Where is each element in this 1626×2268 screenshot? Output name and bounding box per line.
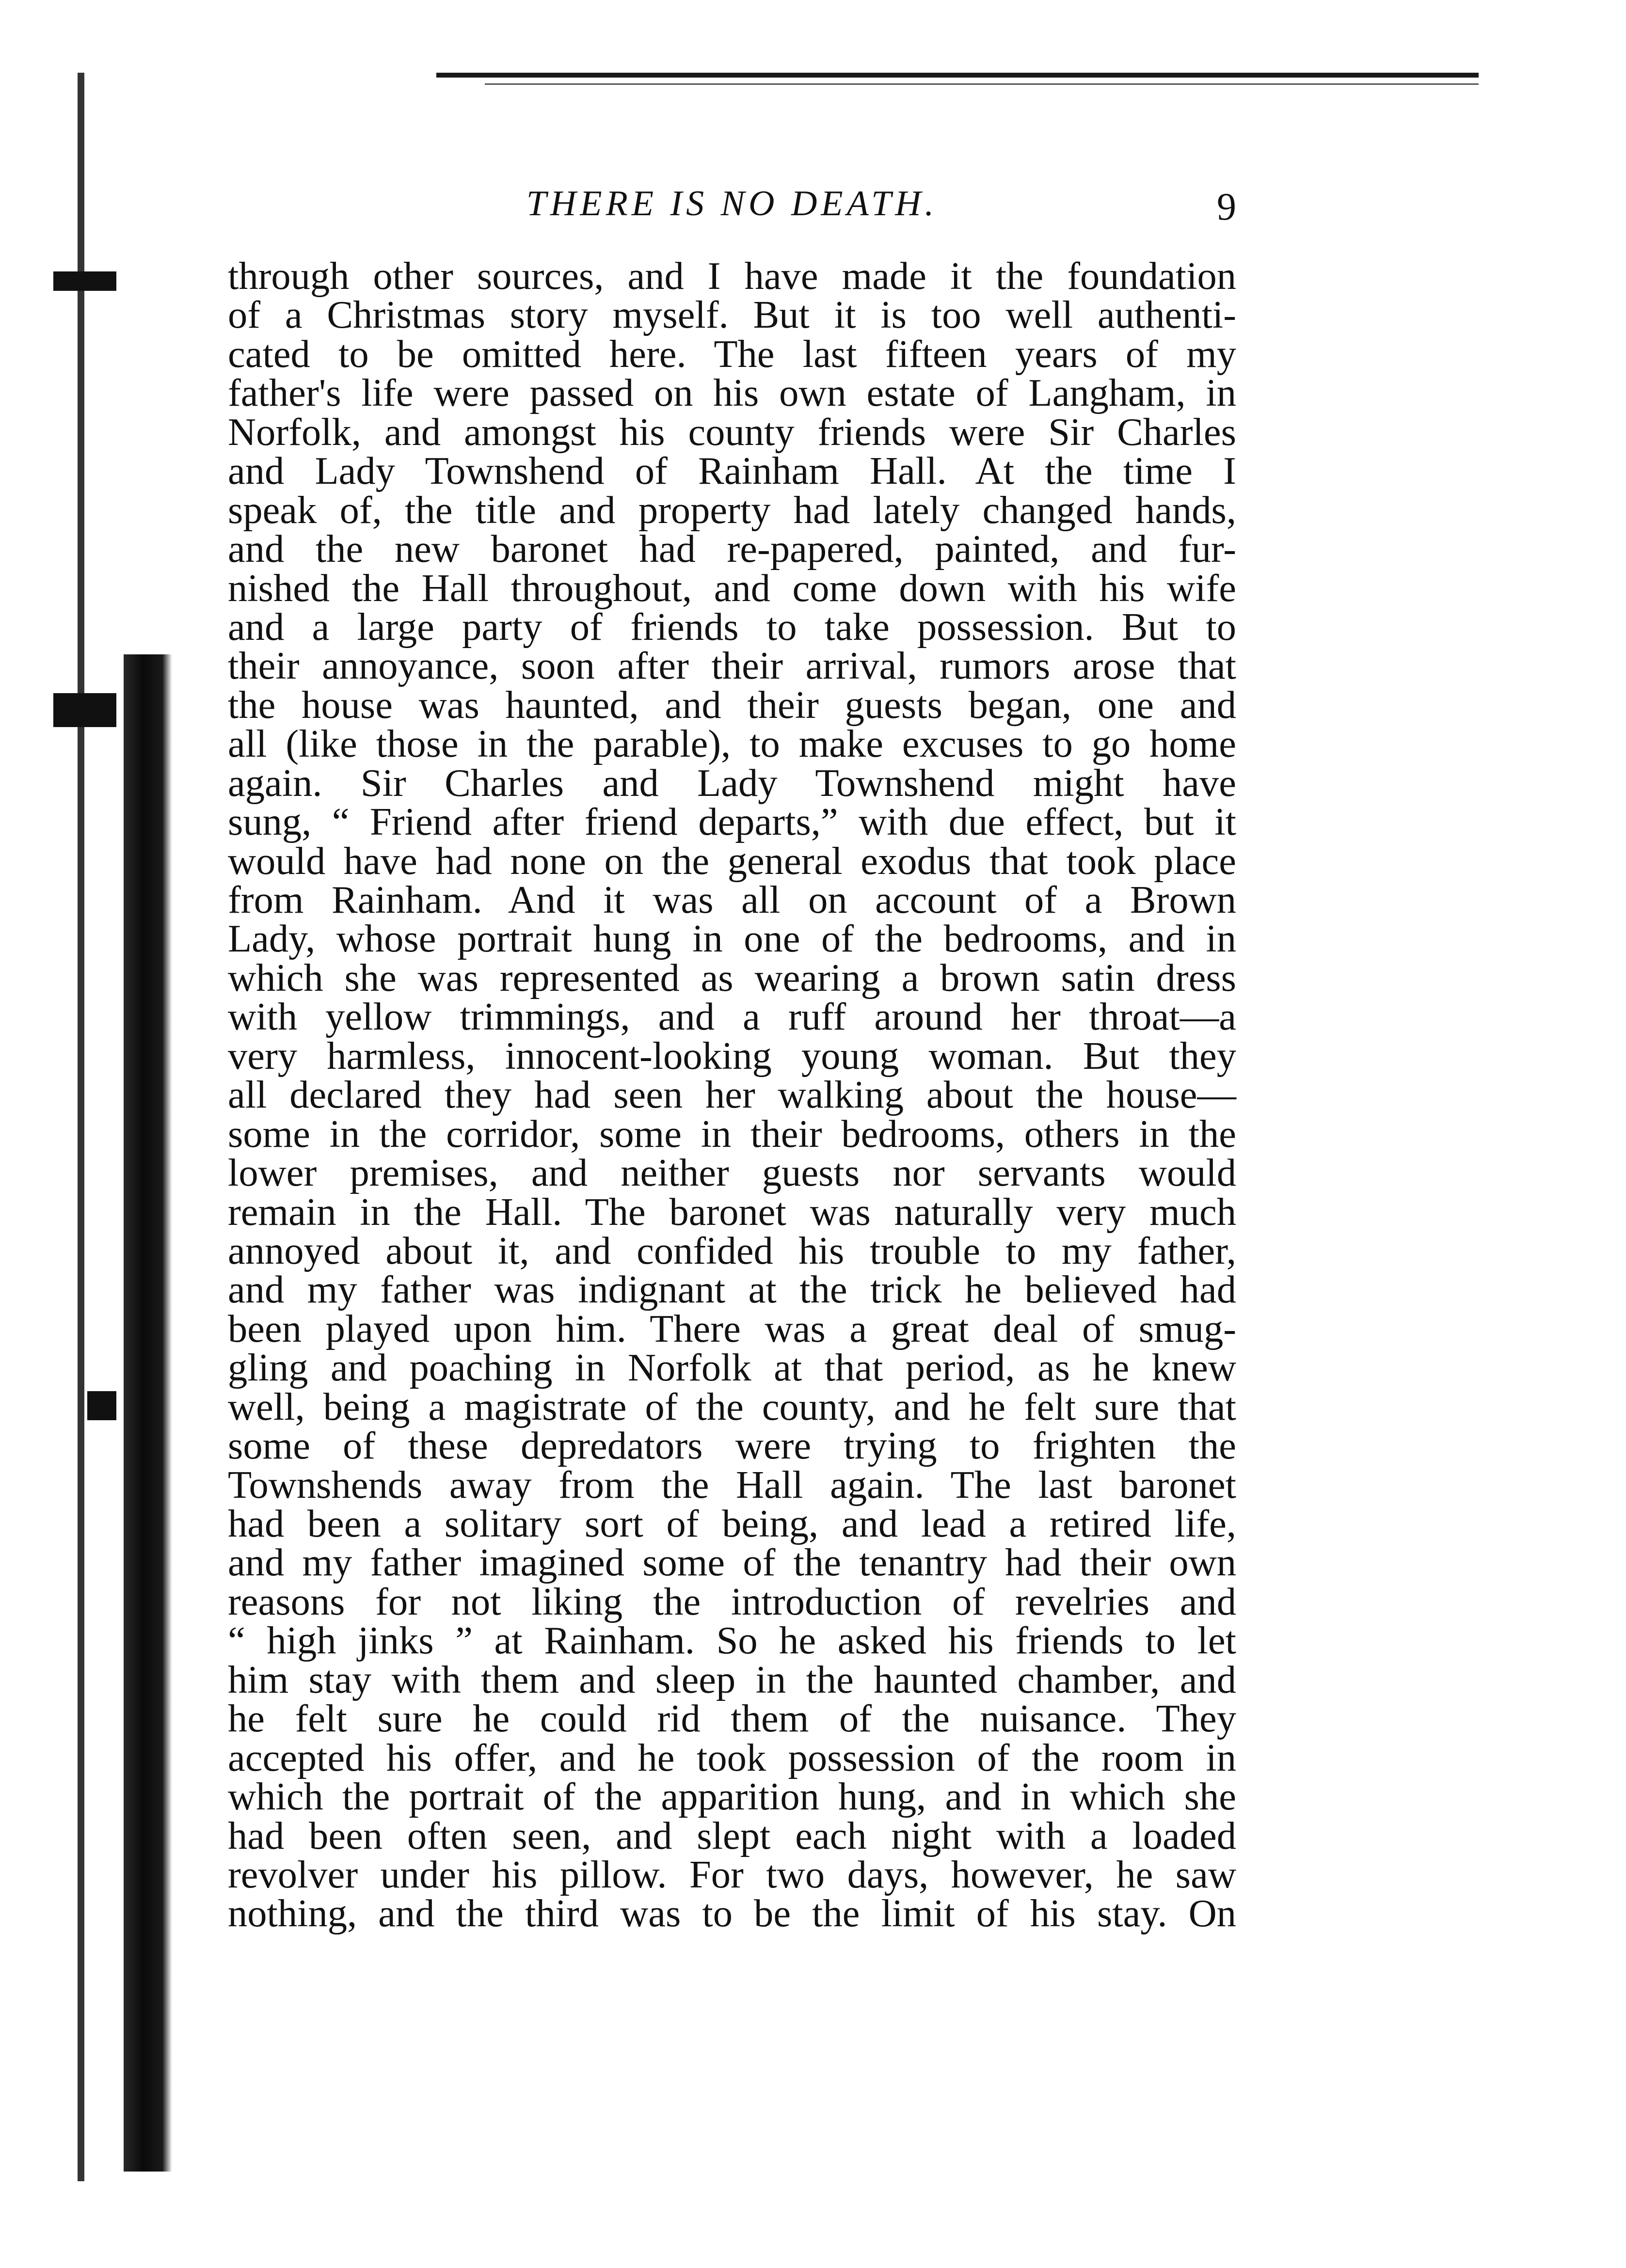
page-number: 9 [1217,186,1236,228]
binding-mark [87,1391,116,1420]
text-line: father's life were passed on his own estate of Langham, in [228,371,1236,415]
text-line: some in the corridor, some in their bedrooms, others in the [228,1112,1236,1156]
text-line: had been often seen, and slept each night with a loaded [228,1814,1236,1857]
text-line: been played upon him. There was a great deal of smug- [228,1307,1236,1350]
text-line: and my father was indignant at the trick he believed had [228,1268,1236,1312]
top-rule [436,73,1479,78]
text-line: lower premises, and neither guests nor servants would [228,1151,1236,1195]
text-line: through other sources, and I have made it the foundation [228,254,1236,298]
text-line: reasons for not liking the introduction of revelries and [228,1580,1236,1623]
text-line: from Rainham. And it was all on account of a Brown [228,878,1236,921]
text-line: again. Sir Charles and Lady Townshend might have [228,761,1236,805]
text-line: and Lady Townshend of Rainham Hall. At the time I [228,449,1236,493]
text-line: of a Christmas story myself. But it is too well authenti- [228,293,1236,337]
binding-mark [53,271,116,291]
binding-mark [53,693,116,727]
text-line: annoyed about it, and confided his trouble to my father, [228,1229,1236,1272]
text-line: the house was haunted, and their guests began, one and [228,683,1236,727]
text-line: with yellow trimmings, and a ruff around her throat—a [228,995,1236,1039]
text-line: and a large party of friends to take possession. But to [228,605,1236,649]
text-line: cated to be omitted here. The last fifteen years of my [228,332,1236,376]
text-line: gling and poaching in Norfolk at that period, as he knew [228,1346,1236,1390]
body-text [228,254,1236,1935]
text-line: some of these depredators were trying to frighten the [228,1424,1236,1468]
text-line: very harmless, innocent-looking young woman. But they [228,1034,1236,1078]
text-line: nothing, and the third was to be the limit of his stay. On [228,1892,1236,1935]
text-line: would have had none on the general exodus that took place [228,839,1236,883]
text-line: he felt sure he could rid them of the nuisance. They [228,1697,1236,1741]
binding-shadow [124,654,172,2172]
text-line: and the new baronet had re-papered, painted, and fur- [228,527,1236,571]
text-line: Townshends away from the Hall again. The last baronet [228,1463,1236,1507]
text-line: their annoyance, soon after their arrival, rumors arose that [228,644,1236,688]
text-line: “ high jinks ” at Rainham. So he asked his friends to let [228,1619,1236,1663]
text-line: Lady, whose portrait hung in one of the bedrooms, and in [228,917,1236,961]
text-line: well, being a magistrate of the county, and he felt sure that [228,1385,1236,1428]
text-line: which she was represented as wearing a brown satin dress [228,956,1236,999]
text-line: sung, “ Friend after friend departs,” with due effect, but it [228,800,1236,844]
text-line: revolver under his pillow. For two days, however, he saw [228,1853,1236,1896]
text-line: which the portrait of the apparition hung, and in which she [228,1775,1236,1819]
text-line: had been a solitary sort of being, and lead a retired life, [228,1502,1236,1545]
top-rule-thin [485,83,1479,85]
text-line: all declared they had seen her walking about the house— [228,1073,1236,1117]
text-line: and my father imagined some of the tenantry had their own [228,1541,1236,1585]
running-head: THERE IS NO DEATH. [526,184,938,223]
binding-edge [78,73,84,2181]
text-line: him stay with them and sleep in the haunted chamber, and [228,1658,1236,1701]
text-line: speak of, the title and property had lately changed hands, [228,488,1236,532]
text-line: Norfolk, and amongst his county friends were Sir Charles [228,410,1236,454]
text-line: all (like those in the parable), to make excuses to go home [228,722,1236,766]
text-line: nished the Hall throughout, and come down with his wife [228,566,1236,610]
text-line: remain in the Hall. The baronet was naturally very much [228,1190,1236,1234]
text-line: accepted his offer, and he took possession of the room in [228,1736,1236,1779]
page-header [228,183,1236,237]
